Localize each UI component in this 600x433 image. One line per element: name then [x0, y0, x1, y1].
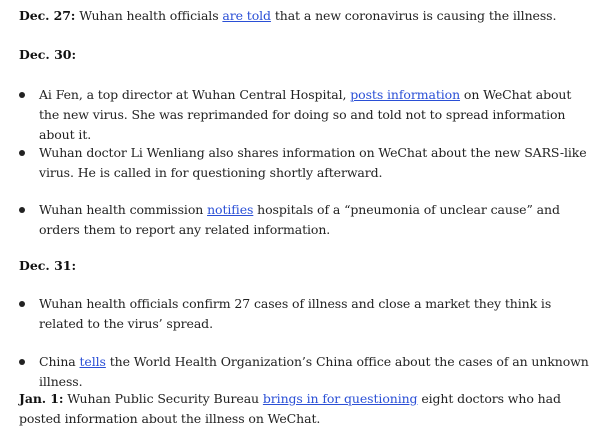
- entry-jan-1: [19, 389, 589, 429]
- bullet-dot-icon: [19, 301, 25, 307]
- bullet-dot-icon: [19, 150, 25, 156]
- heading-dec-31: Dec. 31:: [19, 258, 77, 273]
- entry-text: the World Health Organization’s China office about the cases of an unknown illness.: [39, 354, 589, 389]
- list-item-text: [39, 85, 589, 145]
- entry-text: China: [39, 354, 80, 369]
- link-brings-in-for-questioning[interactable]: brings in for questioning: [262, 391, 418, 406]
- entry-text: Wuhan doctor Li Wenliang also shares information on WeChat about the new SARS-like virus. He is called in for questioning shortly afterward.: [39, 145, 587, 180]
- entry-text: that a new coronavirus is causing the illness.: [270, 8, 557, 23]
- date-label: Dec. 27:: [19, 8, 76, 23]
- link-notifies[interactable]: notifies: [207, 202, 254, 217]
- list-item: [19, 294, 589, 334]
- entry-text: Wuhan health officials confirm 27 cases of illness and close a market they think is related to the virus’ spread.: [39, 296, 552, 331]
- entry-text: Ai Fen, a top director at Wuhan Central Hospital,: [39, 87, 351, 102]
- list-item: [19, 143, 589, 183]
- entry-text: Wuhan health commission: [39, 202, 208, 217]
- entry-text: hospitals of a “pneumonia of unclear cause” and orders them to report any related information.: [39, 202, 560, 237]
- list-item-text: [39, 200, 589, 240]
- bullet-dot-icon: [19, 359, 25, 365]
- entry-text: Wuhan health officials: [75, 8, 223, 23]
- bullet-dot-icon: [19, 92, 25, 98]
- list-item-text: [39, 352, 589, 392]
- entry-text: on WeChat about the new virus. She was reprimanded for doing so and told not to spread information about it.: [39, 87, 572, 142]
- date-label: Jan. 1:: [19, 391, 64, 406]
- list-item: [19, 85, 589, 145]
- link-are-told[interactable]: are told: [222, 8, 271, 23]
- bullet-dot-icon: [19, 207, 25, 213]
- list-item-text: [39, 294, 589, 334]
- list-item: [19, 352, 589, 392]
- entry-text: Wuhan Public Security Bureau: [63, 391, 263, 406]
- entry-dec-27: [19, 6, 589, 26]
- list-item: [19, 200, 589, 240]
- heading-dec-30: Dec. 30:: [19, 47, 77, 62]
- link-tells[interactable]: tells: [79, 354, 106, 369]
- list-item-text: [39, 143, 589, 183]
- entry-text: eight doctors who had posted information about the illness on WeChat.: [19, 391, 561, 426]
- link-posts-information[interactable]: posts information: [350, 87, 461, 102]
